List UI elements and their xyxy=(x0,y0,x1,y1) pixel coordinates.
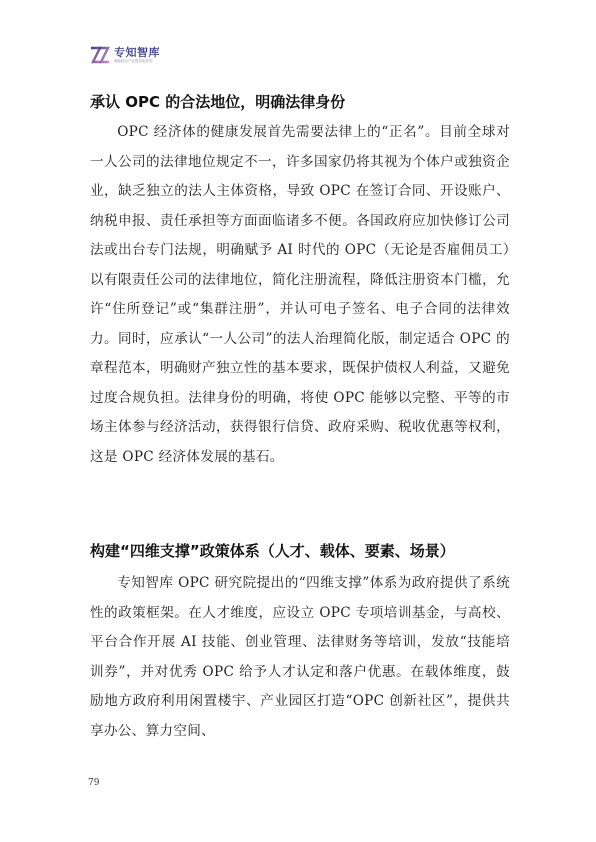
logo-name: 专知智库 xyxy=(114,46,160,59)
section-paragraph: OPC 经济体的健康发展首先需要法律上的“正名”。目前全球对一人公司的法律地位规定不一，许多国家仍将其视为个体户或独资企业，缺乏独立的法人主体资格，导致 OPC 在签订合同、开设账户、纳税申报、责任承担等方面面临诸多不便。各国政府应加快修订公司法或出台专门法规，明确赋予 AI 时代的 OPC（无论是否雇佣员工）以有限责任公司的法律地位，简化注册流程，降低注册资本门槛，允许“住所登记”或“集群注册”，并认可电子签名、电子合同的法律效力。同时，应承认“一人公司”的法人治理简化版，制定适合 OPC 的章程范本，明确财产独立性的基本要求，既保护债权人利益，又避免过度合规负担。法律身份的明确，将使 OPC 能够以完整、平等的市场主体参与经济活动，获得银行信贷、政府采购、税收优惠等权利，这是 OPC 经济体发展的基石。 xyxy=(90,124,510,465)
header-logo xyxy=(90,46,160,64)
zz-logo-icon xyxy=(90,46,110,64)
section-heading: 构建“四维支撑”政策体系（人才、载体、要素、场景） xyxy=(90,542,455,560)
logo-subtitle: 赋能政企产业数智化转型 xyxy=(114,59,153,63)
section-heading: 承认 OPC 的合法地位，明确法律身份 xyxy=(90,93,346,111)
section-paragraph: 专知智库 OPC 研究院提出的“四维支撑”体系为政府提供了系统性的政策框架。在人才维度，应设立 OPC 专项培训基金，与高校、平台合作开展 AI 技能、创业管理、法律财务等培训，发放“技能培训券”，并对优秀 OPC 给予人才认定和落户优惠。在载体维度，鼓励地方政府利用闲置楼宇、产业园区打造“OPC 创新社区”，提供共享办公、算力空间、 xyxy=(90,575,510,739)
page-number: 79 xyxy=(88,778,100,788)
